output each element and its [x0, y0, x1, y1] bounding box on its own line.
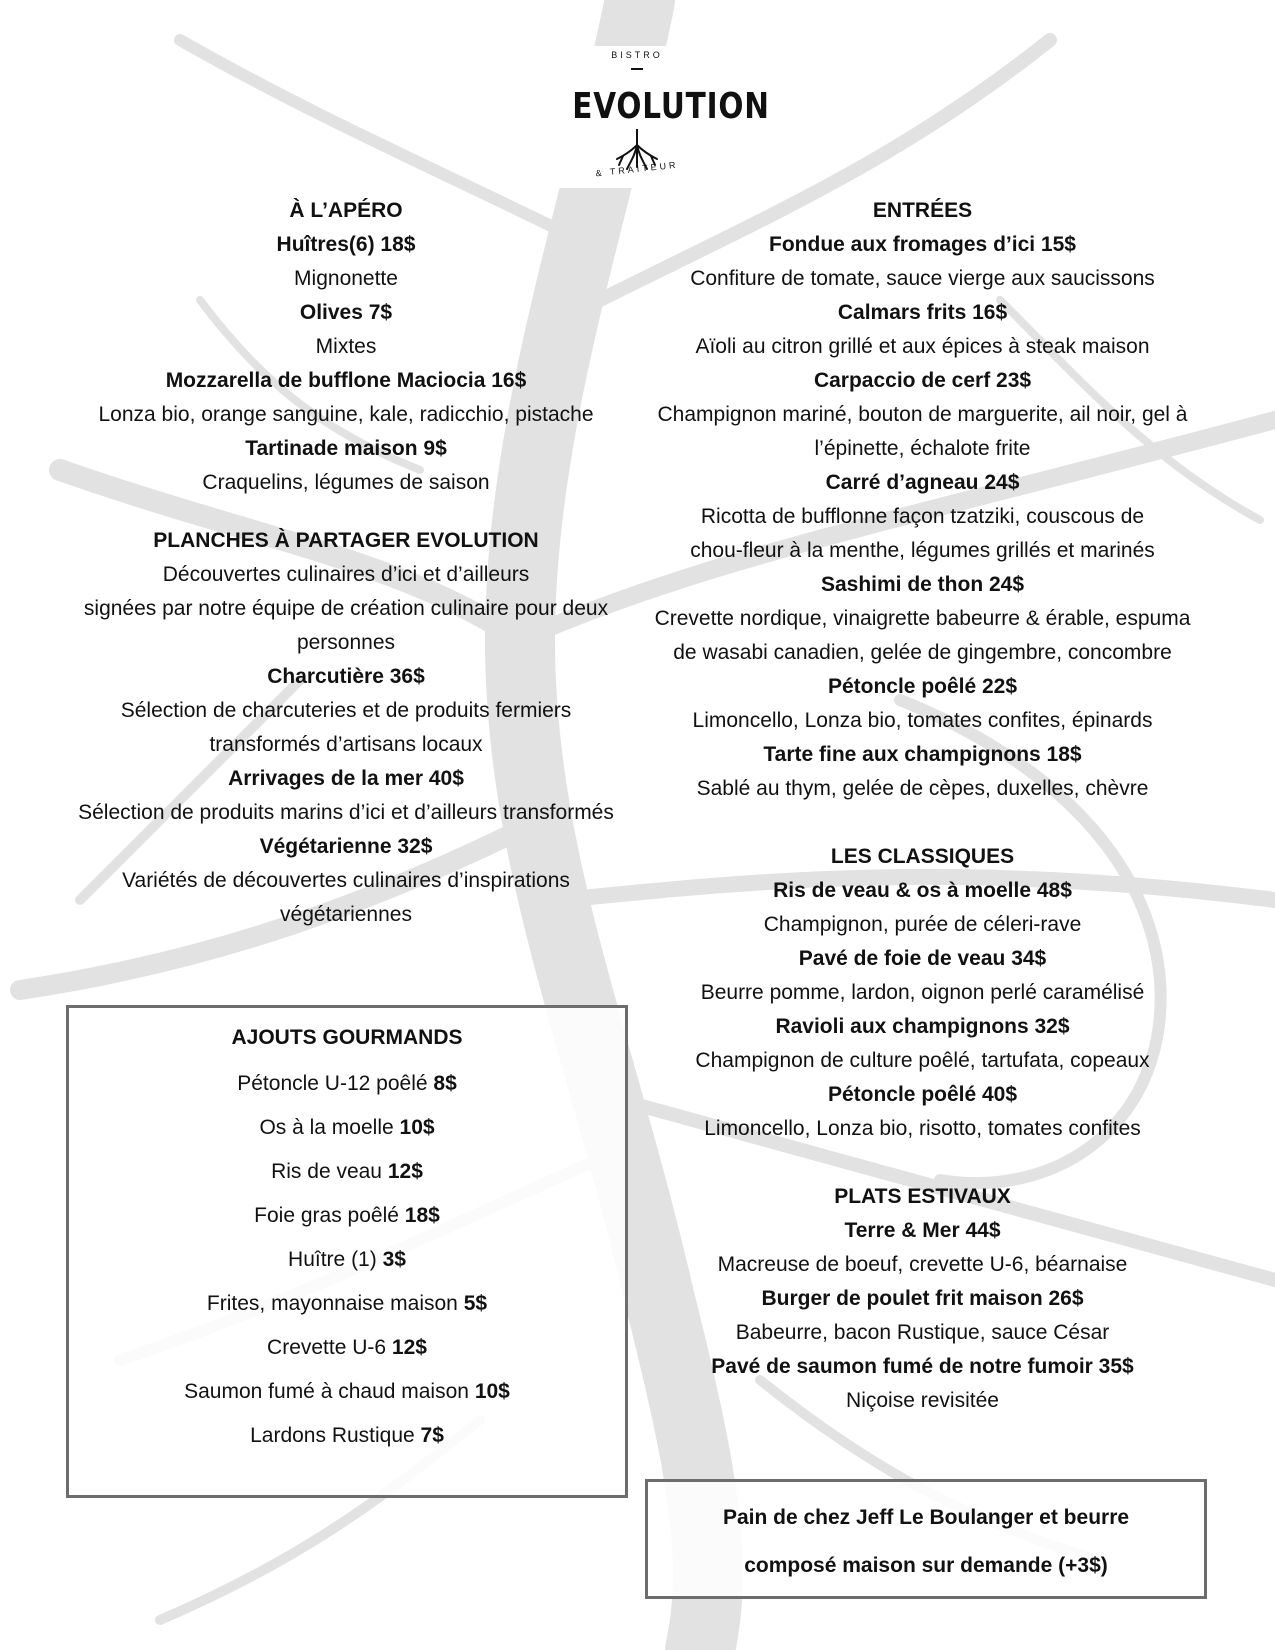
item-name: Pavé de saumon fumé de notre fumoir 35$	[711, 1355, 1134, 1378]
item-name: Huîtres(6) 18$	[276, 233, 416, 256]
item-description: transformés d’artisans locaux	[209, 733, 483, 756]
logo-bottom-text: & TRAITEUR	[595, 159, 679, 179]
bread-note-line: Pain de chez Jeff Le Boulanger et beurre	[722, 1506, 1130, 1529]
section-gap	[640, 1146, 1205, 1180]
item-name: Mozzarella de bufflone Maciocia 16$	[165, 369, 527, 392]
ajout-price: 3$	[382, 1248, 406, 1271]
ajout-price: 12$	[391, 1336, 427, 1359]
section-title-classiques: LES CLASSIQUES	[830, 845, 1015, 868]
section-gap	[66, 500, 626, 524]
bistro-logo	[558, 46, 770, 188]
section-intro-line: Découvertes culinaires d’ici et d’ailleurs	[162, 563, 530, 586]
item-description: végétariennes	[280, 903, 412, 926]
item-description: Champignon de culture poêlé, tartufata, copeaux	[695, 1049, 1150, 1072]
ajout-row	[69, 1106, 625, 1150]
item-description: Sélection de produits marins d’ici et d’ailleurs transformés	[78, 801, 614, 824]
section-intro-line: personnes	[296, 631, 396, 654]
ajout-row	[69, 1150, 625, 1194]
menu-item	[640, 874, 1205, 942]
ajout-label: Foie gras poêlé	[254, 1204, 399, 1227]
item-description: de wasabi canadien, gelée de gingembre, concombre	[673, 641, 1172, 664]
item-name: Calmars frits 16$	[837, 301, 1008, 324]
menu-item	[640, 738, 1205, 806]
ajout-label: Saumon fumé à chaud maison	[184, 1380, 469, 1403]
item-description: Sablé au thym, gelée de cèpes, duxelles, chèvre	[696, 777, 1149, 800]
item-name: Olives 7$	[299, 301, 393, 324]
item-name: Carpaccio de cerf 23$	[813, 369, 1032, 392]
right-column	[640, 194, 1205, 1418]
item-description: Mignonette	[294, 267, 398, 290]
item-name: Terre & Mer 44$	[844, 1219, 1001, 1242]
section-title-estivaux: PLATS ESTIVAUX	[834, 1185, 1011, 1208]
ajout-price: 7$	[420, 1424, 444, 1447]
item-description: Craquelins, légumes de saison	[202, 471, 490, 494]
item-description: Mixtes	[315, 335, 377, 358]
item-description: Limoncello, Lonza bio, tomates confites, épinards	[692, 709, 1153, 732]
menu-item	[66, 762, 626, 830]
ajout-label: Pétoncle U-12 poêlé	[237, 1072, 428, 1095]
item-name: Ris de veau & os à moelle 48$	[773, 879, 1072, 902]
section-title-ajouts: AJOUTS GOURMANDS	[231, 1026, 463, 1049]
menu-item	[640, 568, 1205, 670]
ajout-label: Huître (1)	[288, 1248, 377, 1271]
item-name: Ravioli aux champignons 32$	[775, 1015, 1070, 1038]
ajout-row	[69, 1238, 625, 1282]
ajouts-gourmands-box	[66, 1005, 628, 1498]
item-description: Confiture de tomate, sauce vierge aux saucissons	[690, 267, 1155, 290]
item-description: Aïoli au citron grillé et aux épices à steak maison	[695, 335, 1150, 358]
item-description: Champignon, purée de céleri-rave	[763, 913, 1082, 936]
bread-note-box	[645, 1479, 1207, 1599]
menu-item	[640, 670, 1205, 738]
menu-item	[66, 660, 626, 762]
ajout-price: 10$	[399, 1116, 435, 1139]
ajout-row	[69, 1370, 625, 1414]
logo-dash	[631, 68, 643, 70]
item-description: Sélection de charcuteries et de produits fermiers	[120, 699, 572, 722]
ajout-row	[69, 1414, 625, 1458]
menu-item	[640, 1350, 1205, 1418]
item-description: Beurre pomme, lardon, oignon perlé caramélisé	[700, 981, 1145, 1004]
menu-item	[640, 1010, 1205, 1078]
ajout-row	[69, 1062, 625, 1106]
ajout-label: Lardons Rustique	[250, 1424, 415, 1447]
menu-item	[640, 466, 1205, 568]
item-name: Burger de poulet frit maison 26$	[761, 1287, 1084, 1310]
logo-top-text: BISTRO	[611, 50, 663, 60]
item-name: Charcutière 36$	[267, 665, 425, 688]
left-column	[66, 194, 626, 932]
ajout-price: 5$	[463, 1292, 488, 1315]
menu-item	[640, 1078, 1205, 1146]
ajout-label: Os à la moelle	[259, 1116, 394, 1139]
menu-item	[640, 364, 1205, 466]
ajout-price: 18$	[404, 1204, 440, 1227]
menu-item	[66, 228, 626, 296]
item-description: Babeurre, bacon Rustique, sauce César	[735, 1321, 1110, 1344]
menu-item	[66, 296, 626, 364]
item-description: Limoncello, Lonza bio, risotto, tomates confites	[704, 1117, 1141, 1140]
ajout-price: 12$	[387, 1160, 423, 1183]
section-gap	[640, 806, 1205, 840]
ajout-label: Ris de veau	[271, 1160, 382, 1183]
bread-note-line: composé maison sur demande (+3$)	[744, 1554, 1108, 1577]
menu-item	[640, 228, 1205, 296]
item-name: Fondue aux fromages d’ici 15$	[769, 233, 1076, 256]
menu-item	[640, 1214, 1205, 1282]
menu-item	[66, 432, 626, 500]
item-description: Niçoise revisitée	[846, 1389, 999, 1412]
menu-item	[640, 942, 1205, 1010]
item-description: Variétés de découvertes culinaires d’inspirations	[122, 869, 570, 892]
item-name: Tarte fine aux champignons 18$	[763, 743, 1082, 766]
section-title-entrees: ENTRÉES	[872, 199, 973, 222]
section-intro-line: signées par notre équipe de création culinaire pour deux	[83, 597, 609, 620]
ajout-price: 10$	[474, 1380, 510, 1403]
item-description: Ricotta de bufflonne façon tzatziki, couscous de	[700, 505, 1145, 528]
item-description: chou-fleur à la menthe, légumes grillés et marinés	[690, 539, 1155, 562]
menu-item	[640, 296, 1205, 364]
item-name: Sashimi de thon 24$	[820, 573, 1025, 596]
item-name: Pétoncle poêlé 40$	[827, 1083, 1018, 1106]
ajout-label: Crevette U-6	[267, 1336, 387, 1359]
item-name: Carré d’agneau 24$	[825, 471, 1020, 494]
item-name: Pétoncle poêlé 22$	[827, 675, 1018, 698]
item-description: Lonza bio, orange sanguine, kale, radicchio, pistache	[98, 403, 594, 426]
ajout-row	[69, 1326, 625, 1370]
ajout-row	[69, 1282, 625, 1326]
item-name: Pavé de foie de veau 34$	[798, 947, 1047, 970]
section-title-apero: À L’APÉRO	[289, 199, 403, 222]
item-name: Végétarienne 32$	[259, 835, 433, 858]
item-description: Macreuse de boeuf, crevette U-6, béarnaise	[717, 1253, 1128, 1276]
item-description: Champignon mariné, bouton de marguerite, ail noir, gel à	[657, 403, 1188, 426]
logo-main-text: EVOLUTION	[572, 86, 770, 127]
ajout-row	[69, 1194, 625, 1238]
item-name: Arrivages de la mer 40$	[228, 767, 464, 790]
item-description: l’épinette, échalote frite	[814, 437, 1031, 460]
menu-item	[66, 830, 626, 932]
item-description: Crevette nordique, vinaigrette babeurre & érable, espuma	[654, 607, 1191, 630]
menu-item	[66, 364, 626, 432]
item-name: Tartinade maison 9$	[245, 437, 447, 460]
ajout-price: 8$	[433, 1072, 457, 1095]
section-title-planches: PLANCHES À PARTAGER EVOLUTION	[153, 529, 539, 552]
menu-item	[640, 1282, 1205, 1350]
ajout-label: Frites, mayonnaise maison	[206, 1292, 458, 1315]
